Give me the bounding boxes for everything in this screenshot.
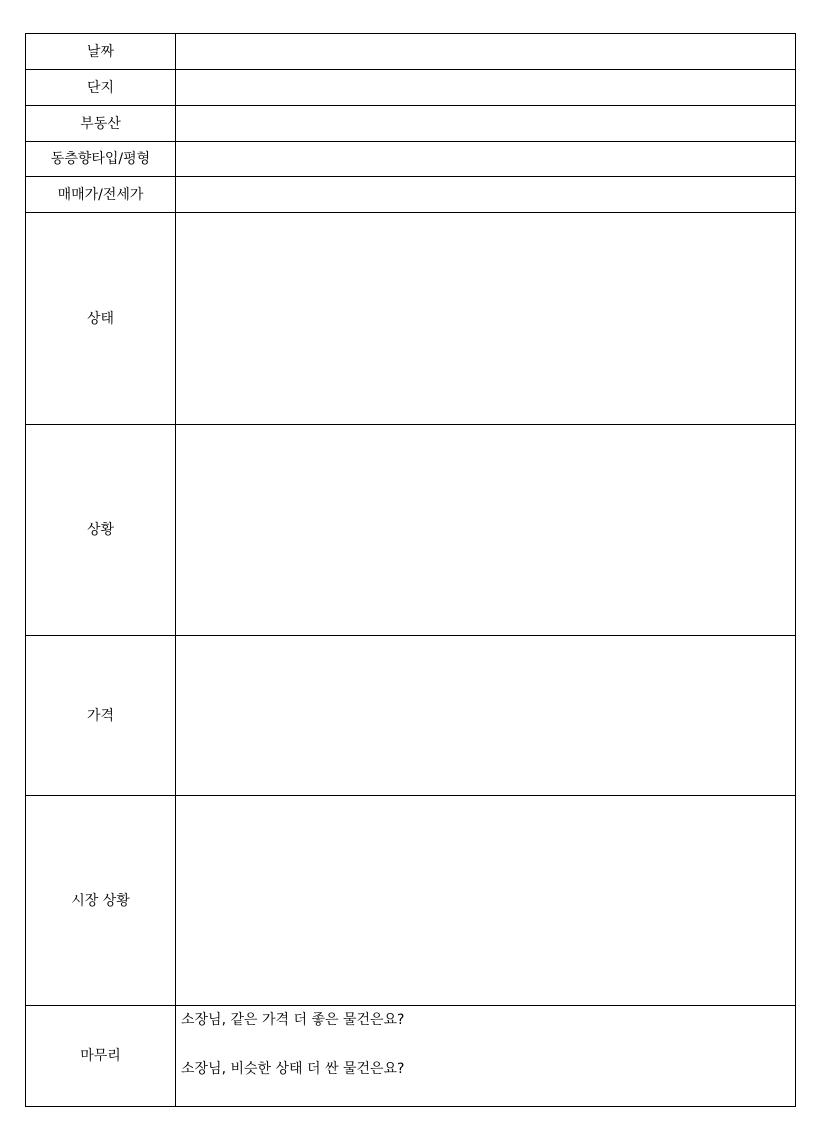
closing-question-1: 소장님, 같은 가격 더 좋은 물건은요?: [181, 1012, 405, 1028]
complex-field[interactable]: [176, 70, 796, 106]
condition-field[interactable]: [176, 213, 796, 425]
property-visit-form: [25, 33, 796, 1107]
situation-label: 상황: [26, 425, 176, 636]
market-field[interactable]: [176, 796, 796, 1006]
closing-question-2: 소장님, 비슷한 상태 더 싼 물건은요?: [181, 1061, 405, 1077]
form-row-price: [26, 636, 796, 796]
form-row-condition: [26, 213, 796, 425]
agency-field[interactable]: [176, 106, 796, 142]
price-field[interactable]: [176, 636, 796, 796]
unit-info-field[interactable]: [176, 142, 796, 177]
closing-field[interactable]: [176, 1006, 796, 1107]
price-type-label: 매매가/전세가: [26, 177, 176, 213]
date-label: 날짜: [26, 34, 176, 70]
closing-label: 마무리: [26, 1006, 176, 1107]
price-type-field[interactable]: [176, 177, 796, 213]
price-label: 가격: [26, 636, 176, 796]
complex-label: 단지: [26, 70, 176, 106]
form-row-agency: [26, 106, 796, 142]
form-row-closing: [26, 1006, 796, 1107]
unit-info-label: 동층향타입/평형: [26, 142, 176, 177]
form-row-market: [26, 796, 796, 1006]
agency-label: 부동산: [26, 106, 176, 142]
market-label: 시장 상황: [26, 796, 176, 1006]
situation-field[interactable]: [176, 425, 796, 636]
form-row-complex: [26, 70, 796, 106]
form-row-date: [26, 34, 796, 70]
condition-label: 상태: [26, 213, 176, 425]
form-row-price-type: [26, 177, 796, 213]
date-field[interactable]: [176, 34, 796, 70]
form-row-unit-info: [26, 142, 796, 177]
form-row-situation: [26, 425, 796, 636]
